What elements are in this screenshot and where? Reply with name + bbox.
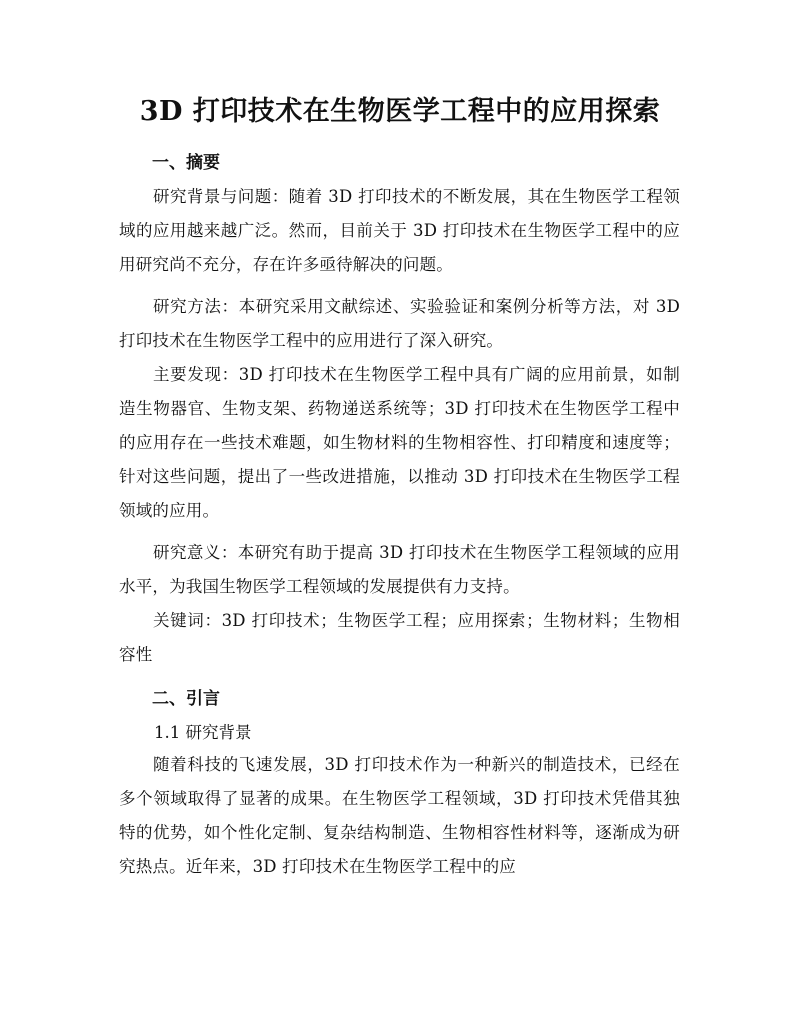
paragraph-methods: 研究方法：本研究采用文献综述、实验验证和案例分析等方法，对 3D 打印技术在生物医学工程中的应用进行了深入研究。 — [119, 297, 680, 350]
section-heading-introduction: 二、引言 — [152, 689, 220, 709]
paragraph-findings: 主要发现：3D 打印技术在生物医学工程中具有广阔的应用前景，如制造生物器官、生物支架、药物递送系统等；3D 打印技术在生物医学工程中的应用存在一些技术难题，如生物材料的生物相容性、打印精度和速度等；针对这些问题，提出了一些改进措施，以推动 3D 打印技术在生物医学工程领域的应用。 — [119, 365, 680, 520]
subsection-heading-background: 1.1 研究背景 — [154, 723, 252, 742]
paragraph-keywords: 关键词：3D 打印技术；生物医学工程；应用探索；生物材料；生物相容性 — [119, 611, 680, 664]
paragraph-significance: 研究意义：本研究有助于提高 3D 打印技术在生物医学工程领域的应用水平，为我国生物医学工程领域的发展提供有力支持。 — [119, 543, 680, 596]
page-title: 3D 打印技术在生物医学工程中的应用探索 — [139, 96, 661, 127]
section-heading-abstract: 一、摘要 — [152, 153, 220, 173]
paragraph-background: 研究背景与问题：随着 3D 打印技术的不断发展，其在生物医学工程领域的应用越来越广泛。然而，目前关于 3D 打印技术在生物医学工程中的应用研究尚不充分，存在许多亟待解决的问题。 — [119, 187, 680, 274]
paragraph-introduction: 随着科技的飞速发展，3D 打印技术作为一种新兴的制造技术，已经在多个领域取得了显著的成果。在生物医学工程领域，3D 打印技术凭借其独特的优势，如个性化定制、复杂结构制造、生物相容性材料等，逐渐成为研究热点。近年来，3D 打印技术在生物医学工程中的应 — [119, 755, 680, 876]
